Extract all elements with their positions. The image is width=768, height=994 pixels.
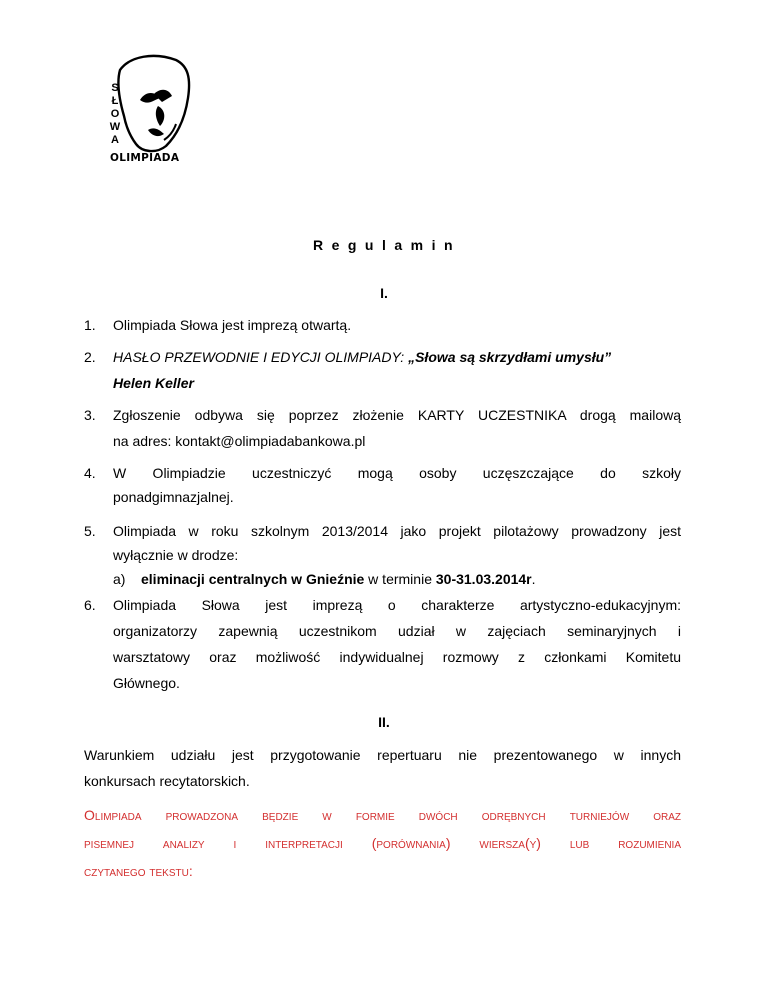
logo-letter: O [110,108,120,120]
connector-text: w terminie [364,571,436,587]
logo-letter: W [109,121,121,133]
item-number: 2. [84,349,96,365]
item-number: 1. [84,317,96,333]
item-text: Olimpiada Słowa jest imprezą otwartą. [113,317,352,333]
page-title: Regulamin [312,237,462,253]
item-text: Głównego. [113,675,180,691]
highlighted-text: czytanego tekstu: [84,863,193,879]
sub-item-number: a) [113,571,126,587]
item-text: warsztatowy oraz możliwość indywidualnej rozmowy z członkami Komitetu [113,649,681,665]
period-text: . [531,571,536,587]
section-heading: II. [378,714,390,730]
item-text: organizatorzy zapewnią uczestnikom udział w zajęciach seminaryjnych i [113,623,681,639]
highlighted-text: Olimpiada prowadzona będzie w formie dwóch odrębnych turniejów oraz [84,807,681,823]
item-number: 6. [84,597,96,613]
item-text: Olimpiada Słowa jest imprezą o charakterze artystyczno-edukacyjnym: [113,597,681,613]
logo-letter: Ł [111,95,119,107]
item-text: na adres: kontakt@olimpiadabankowa.pl [113,433,366,449]
logo-word: OLIMPIADA [110,152,180,164]
highlighted-text: pisemnej analizy i interpretacji (porównania) wiersza(y) lub rozumienia [84,835,681,851]
item-text [113,348,681,366]
item-text: ponadgimnazjalnej. [113,489,234,505]
logo-letter: A [111,134,119,146]
paragraph-text: Warunkiem udziału jest przygotowanie repertuaru nie prezentowanego w innych [84,747,681,763]
item-text: Olimpiada w roku szkolnym 2013/2014 jako projekt pilotażowy prowadzony jest [113,523,681,539]
motto-author: Helen Keller [113,375,194,391]
item-text: Zgłoszenie odbywa się poprzez złożenie KARTY UCZESTNIKA drogą mailową [113,407,681,423]
date-text: 30-31.03.2014r [435,571,532,587]
section-heading: I. [380,285,388,301]
item-text: W Olimpiadzie uczestniczyć mogą osoby uczęszczające do szkoły [113,465,681,481]
paragraph-text: konkursach recytatorskich. [84,773,250,789]
motto-quote: „Słowa są skrzydłami umysłu” [408,349,612,365]
item-text: wyłącznie w drodze: [113,547,239,563]
logo-vertical-word [106,82,124,147]
logo-letter: S [111,82,119,94]
motto-prefix: HASŁO PRZEWODNIE I EDYCJI OLIMPIADY: [113,349,409,365]
sub-item-text [141,570,681,588]
item-number: 4. [84,465,96,481]
olimpiada-logo [96,50,216,170]
item-number: 3. [84,407,96,423]
location-text: eliminacji centralnych w Gnieźnie [141,571,365,587]
item-number: 5. [84,523,96,539]
